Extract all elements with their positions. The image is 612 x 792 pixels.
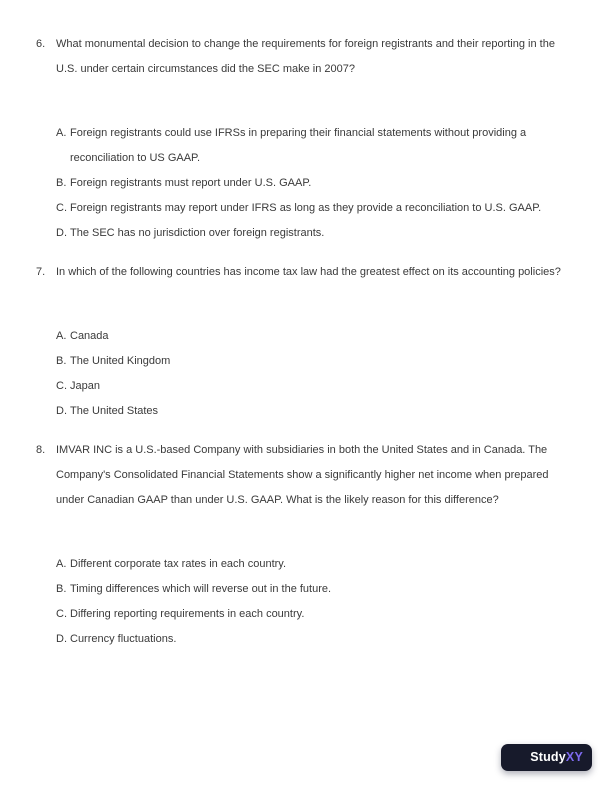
option-text: The United Kingdom (70, 355, 171, 367)
logo-text-study: Study (530, 750, 566, 764)
option-letter: D. (56, 227, 67, 239)
option-text: Canada (70, 330, 109, 342)
option-text: Different corporate tax rates in each country. (70, 558, 287, 570)
logo-text-xy: XY (565, 750, 583, 764)
option-text: Foreign registrants could use IFRSs in preparing their financial statements without providing a reconciliation to US GAAP. (70, 127, 527, 164)
option-text: Currency fluctuations. (70, 633, 177, 645)
option-letter: C. (56, 202, 67, 214)
question-7-option-d (56, 399, 573, 424)
question-7-text: In which of the following countries has income tax law had the greatest effect on its accounting policies? (56, 266, 561, 278)
option-letter: C. (56, 608, 67, 620)
studyxy-logo-badge (501, 744, 592, 771)
option-text: Foreign registrants may report under IFRS as long as they provide a reconciliation to U.S. GAAP. (70, 202, 542, 214)
question-8-option-a (56, 552, 573, 577)
option-letter: B. (56, 583, 67, 595)
question-6-number: 6. (36, 38, 46, 50)
option-text: Timing differences which will reverse out in the future. (70, 583, 332, 595)
option-letter: D. (56, 405, 67, 417)
question-6-option-d (56, 221, 573, 246)
option-text: Differing reporting requirements in each country. (70, 608, 305, 620)
option-letter: A. (56, 127, 67, 139)
option-letter: A. (56, 558, 67, 570)
option-letter: A. (56, 330, 67, 342)
studyxy-logo-text (530, 744, 583, 771)
question-6-options (56, 121, 573, 246)
question-7-options (56, 324, 573, 424)
question-6-line (36, 32, 573, 82)
option-letter: D. (56, 633, 67, 645)
question-7-option-c (56, 374, 573, 399)
question-8-text: IMVAR INC is a U.S.-based Company with subsidiaries in both the United States and in Canada. The Company's Consolidated Financial Statements show a significantly higher net income when prepared under Canadian GAAP than under U.S. GAAP. What is the likely reason for this difference? (56, 444, 549, 506)
question-6-option-a (56, 121, 573, 171)
question-6-option-b (56, 171, 573, 196)
question-7-line (36, 260, 573, 285)
question-7-option-b (56, 349, 573, 374)
question-8-option-d (56, 627, 573, 652)
question-8 (36, 438, 573, 652)
question-6 (36, 32, 573, 246)
option-text: The United States (70, 405, 159, 417)
question-8-option-c (56, 602, 573, 627)
question-7-option-a (56, 324, 573, 349)
question-8-option-b (56, 577, 573, 602)
plus-icon (508, 749, 525, 766)
option-letter: C. (56, 380, 67, 392)
question-8-line (36, 438, 573, 513)
question-7-number: 7. (36, 266, 46, 278)
option-text: The SEC has no jurisdiction over foreign registrants. (70, 227, 325, 239)
question-8-options (56, 552, 573, 652)
option-letter: B. (56, 355, 67, 367)
option-letter: B. (56, 177, 67, 189)
question-7 (36, 260, 573, 424)
question-6-option-c (56, 196, 573, 221)
option-text: Japan (70, 380, 100, 392)
question-8-number: 8. (36, 444, 46, 456)
question-6-text: What monumental decision to change the requirements for foreign registrants and their reporting in the U.S. under certain circumstances did the SEC make in 2007? (56, 38, 555, 75)
quiz-content (36, 32, 573, 652)
option-text: Foreign registrants must report under U.S. GAAP. (70, 177, 312, 189)
